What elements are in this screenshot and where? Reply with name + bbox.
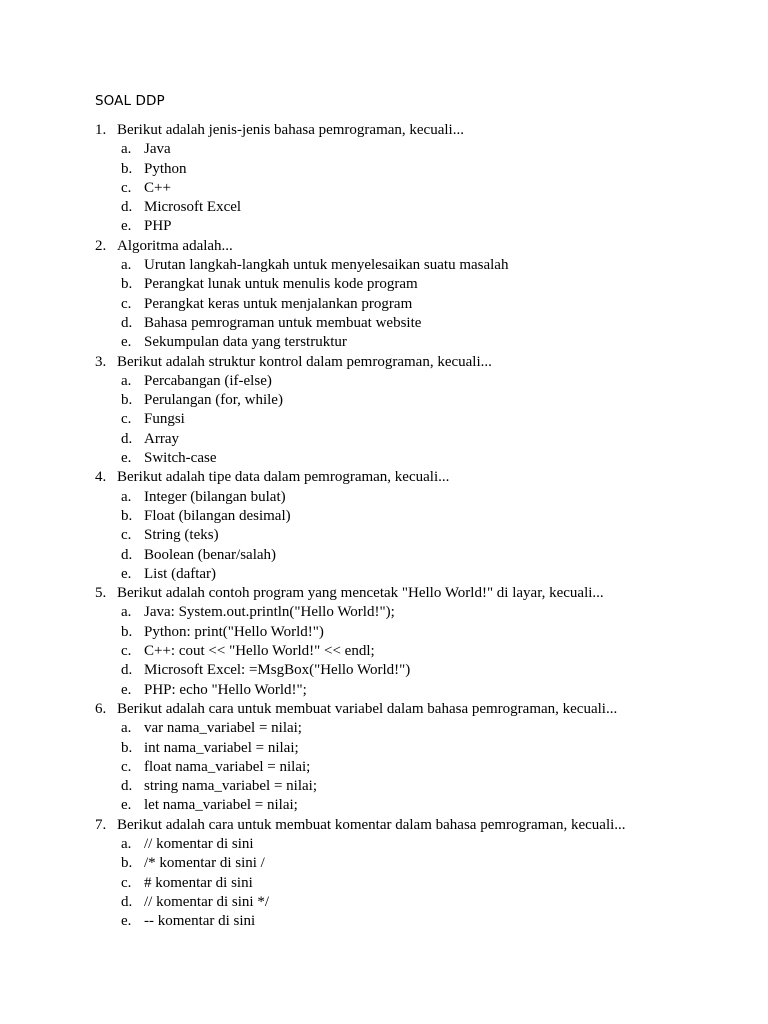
answer-option (95, 140, 735, 159)
option-letter: d. (121, 546, 133, 563)
answer-option (95, 430, 735, 449)
question-item (95, 700, 735, 719)
answer-option (95, 565, 735, 584)
option-letter: b. (121, 392, 133, 409)
question-text: Berikut adalah cara untuk membuat komentar dalam bahasa pemrograman, kecuali... (117, 816, 626, 833)
answer-option (95, 410, 735, 429)
question-text: Berikut adalah struktur kontrol dalam pemrograman, kecuali... (117, 353, 492, 370)
answer-option (95, 449, 735, 468)
option-text: PHP: echo "Hello World!"; (144, 681, 307, 698)
answer-option (95, 681, 735, 700)
question-item (95, 353, 735, 372)
answer-option (95, 642, 735, 661)
option-text: int nama_variabel = nilai; (144, 739, 299, 756)
answer-option (95, 739, 735, 758)
option-text: Java (144, 141, 171, 158)
question-text: Berikut adalah tipe data dalam pemrograman, kecuali... (117, 469, 450, 486)
option-letter: c. (121, 758, 132, 775)
question-number: 2. (95, 237, 107, 254)
question-list (95, 121, 735, 931)
option-text: Python (144, 160, 187, 177)
option-text: Float (bilangan desimal) (144, 507, 291, 524)
question-item (95, 121, 735, 140)
answer-option (95, 275, 735, 294)
option-letter: e. (121, 913, 132, 930)
option-letter: b. (121, 276, 133, 293)
option-text: Python: print("Hello World!") (144, 623, 324, 640)
option-text: string nama_variabel = nilai; (144, 778, 317, 795)
option-letter: a. (121, 835, 132, 852)
answer-option (95, 912, 735, 931)
answer-option (95, 179, 735, 198)
option-text: float nama_variabel = nilai; (144, 758, 311, 775)
option-letter: e. (121, 218, 132, 235)
answer-option (95, 314, 735, 333)
option-letter: a. (121, 604, 132, 621)
answer-option (95, 719, 735, 738)
option-letter: a. (121, 141, 132, 158)
option-text: Java: System.out.println("Hello World!"); (144, 604, 395, 621)
option-text: PHP (144, 218, 172, 235)
option-letter: e. (121, 450, 132, 467)
option-text: Microsoft Excel (144, 199, 242, 216)
question-number: 1. (95, 122, 107, 138)
question-text: Berikut adalah contoh program yang mencetak "Hello World!" di layar, kecuali... (117, 585, 604, 602)
option-letter: a. (121, 372, 132, 389)
question-number: 4. (95, 469, 107, 486)
answer-option (95, 256, 735, 275)
answer-option (95, 796, 735, 815)
option-text: Boolean (benar/salah) (144, 546, 277, 563)
option-letter: e. (121, 334, 132, 351)
option-text: // komentar di sini (144, 835, 254, 852)
option-text: Switch-case (144, 450, 217, 467)
option-letter: c. (121, 179, 132, 196)
option-letter: b. (121, 855, 133, 872)
option-text: # komentar di sini (144, 874, 253, 891)
answer-option (95, 488, 735, 507)
answer-option (95, 893, 735, 912)
option-text: /* komentar di sini / (144, 855, 265, 872)
answer-option (95, 661, 735, 680)
question-item (95, 584, 735, 603)
question-number: 6. (95, 700, 107, 717)
document-title: SOAL DDP (95, 93, 165, 109)
option-text: Integer (bilangan bulat) (144, 488, 286, 505)
option-letter: e. (121, 681, 132, 698)
option-text: // komentar di sini */ (144, 893, 269, 910)
option-letter: c. (121, 411, 132, 428)
option-letter: c. (121, 295, 132, 312)
question-item (95, 468, 735, 487)
option-text: Perulangan (for, while) (144, 392, 283, 409)
option-letter: a. (121, 257, 132, 274)
option-letter: d. (121, 778, 133, 795)
option-letter: b. (121, 507, 133, 524)
question-number: 7. (95, 816, 107, 833)
answer-option (95, 526, 735, 545)
option-letter: d. (121, 199, 133, 216)
option-text: Perangkat keras untuk menjalankan program (144, 295, 413, 312)
option-text: C++ (144, 179, 171, 196)
option-text: Microsoft Excel: =MsgBox("Hello World!") (144, 662, 411, 679)
question-item (95, 237, 735, 256)
option-letter: c. (121, 527, 132, 544)
option-text: Fungsi (144, 411, 185, 428)
answer-option (95, 160, 735, 179)
option-text: Bahasa pemrograman untuk membuat website (144, 314, 422, 331)
question-number: 5. (95, 585, 107, 602)
answer-option (95, 623, 735, 642)
option-letter: d. (121, 893, 133, 910)
answer-option (95, 835, 735, 854)
option-text: Sekumpulan data yang terstruktur (144, 334, 347, 351)
option-letter: d. (121, 314, 133, 331)
option-text: String (teks) (144, 527, 219, 544)
answer-option (95, 295, 735, 314)
answer-option (95, 217, 735, 236)
option-text: Perangkat lunak untuk menulis kode program (144, 276, 418, 293)
option-letter: a. (121, 488, 132, 505)
option-text: Urutan langkah-langkah untuk menyelesaikan suatu masalah (144, 257, 509, 274)
question-item (95, 816, 735, 835)
question-text: Algoritma adalah... (117, 237, 233, 254)
answer-option (95, 391, 735, 410)
question-number: 3. (95, 353, 107, 370)
option-letter: a. (121, 720, 132, 737)
answer-option (95, 874, 735, 893)
option-letter: e. (121, 797, 132, 814)
option-text: let nama_variabel = nilai; (144, 797, 298, 814)
option-letter: b. (121, 623, 133, 640)
answer-option (95, 546, 735, 565)
answer-option (95, 777, 735, 796)
answer-option (95, 372, 735, 391)
option-text: -- komentar di sini (144, 913, 256, 930)
answer-option (95, 758, 735, 777)
option-letter: c. (121, 874, 132, 891)
option-text: var nama_variabel = nilai; (144, 720, 302, 737)
answer-option (95, 854, 735, 873)
answer-option (95, 507, 735, 526)
question-text: Berikut adalah jenis-jenis bahasa pemrograman, kecuali... (117, 122, 464, 138)
option-letter: c. (121, 643, 132, 660)
option-letter: b. (121, 160, 133, 177)
option-letter: b. (121, 739, 133, 756)
option-text: C++: cout << "Hello World!" << endl; (144, 643, 375, 660)
answer-option (95, 333, 735, 352)
answer-option (95, 603, 735, 622)
answer-option (95, 198, 735, 217)
option-text: List (daftar) (144, 565, 217, 582)
option-text: Percabangan (if-else) (144, 372, 272, 389)
question-text: Berikut adalah cara untuk membuat variabel dalam bahasa pemrograman, kecuali... (117, 700, 618, 717)
option-letter: d. (121, 662, 133, 679)
option-text: Array (144, 430, 179, 447)
option-letter: d. (121, 430, 133, 447)
option-letter: e. (121, 565, 132, 582)
